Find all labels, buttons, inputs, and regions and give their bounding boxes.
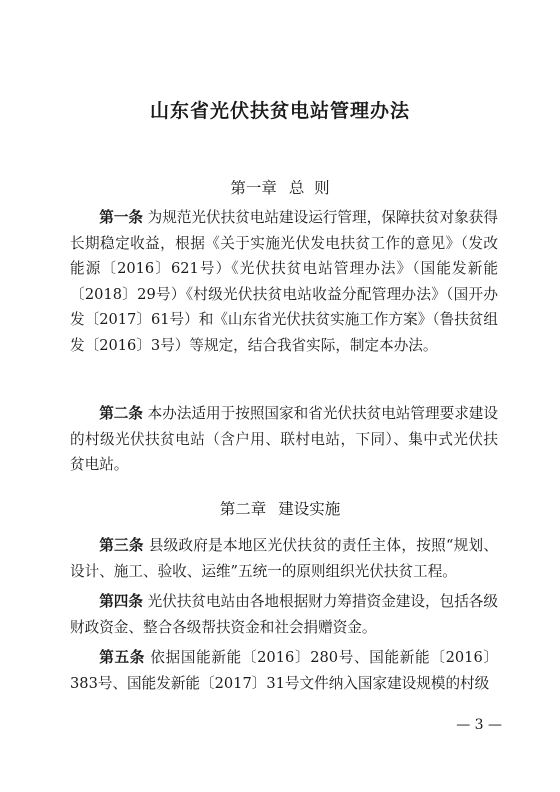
article-text: 本办法适用于按照国家和省光伏扶贫电站管理要求建设的村级光伏扶贫电站（含户用、联村电站，下同）、集中式光伏扶贫电站。 [70,405,498,474]
article-label: 第四条 [99,593,143,610]
article-label: 第一条 [99,209,143,226]
article-text: 光伏扶贫电站由各地根据财力筹措资金建设，包括各级财政资金、整合各级帮扶资金和社会捐赠资金。 [70,593,498,636]
article-text: 依据国能新能〔2016〕280号、国能新能〔2016〕383号、国能发新能〔2017〕31号文件纳入国家建设规模的村级 [70,649,498,692]
chapter-1-heading [0,176,560,198]
article-1 [70,205,498,359]
chapter-number: 第一章 [230,179,277,197]
article-2 [70,401,498,478]
article-5 [70,645,498,696]
chapter-name: 总 则 [288,179,330,197]
document-title: 山东省光伏扶贫电站管理办法 [149,100,410,122]
page-number: — 3 — [456,717,502,733]
article-text: 县级政府是本地区光伏扶贫的责任主体，按照“规划、设计、施工、验收、运维”五统一的原则组织光伏扶贫工程。 [70,537,498,580]
article-4 [70,589,498,640]
article-label: 第三条 [99,537,144,554]
article-label: 第五条 [99,649,145,666]
article-text: 为规范光伏扶贫电站建设运行管理，保障扶贫对象获得长期稳定收益，根据《关于实施光伏发电扶贫工作的意见》（发改能源〔2016〕621号）《光伏扶贫电站管理办法》（国能发新能〔2018〕29号）《村级光伏扶贫电站收益分配管理办法》（国开办发〔2017〕61号）和《山东省光伏扶贫实施工作方案》（鲁扶贫组发〔2016〕3号）等规定，结合我省实际，制定本办法。 [70,209,498,354]
article-label: 第二条 [99,405,143,422]
chapter-2-heading [0,497,560,519]
chapter-name: 建设实施 [278,500,341,518]
chapter-number: 第二章 [219,500,267,518]
article-3 [70,533,498,584]
